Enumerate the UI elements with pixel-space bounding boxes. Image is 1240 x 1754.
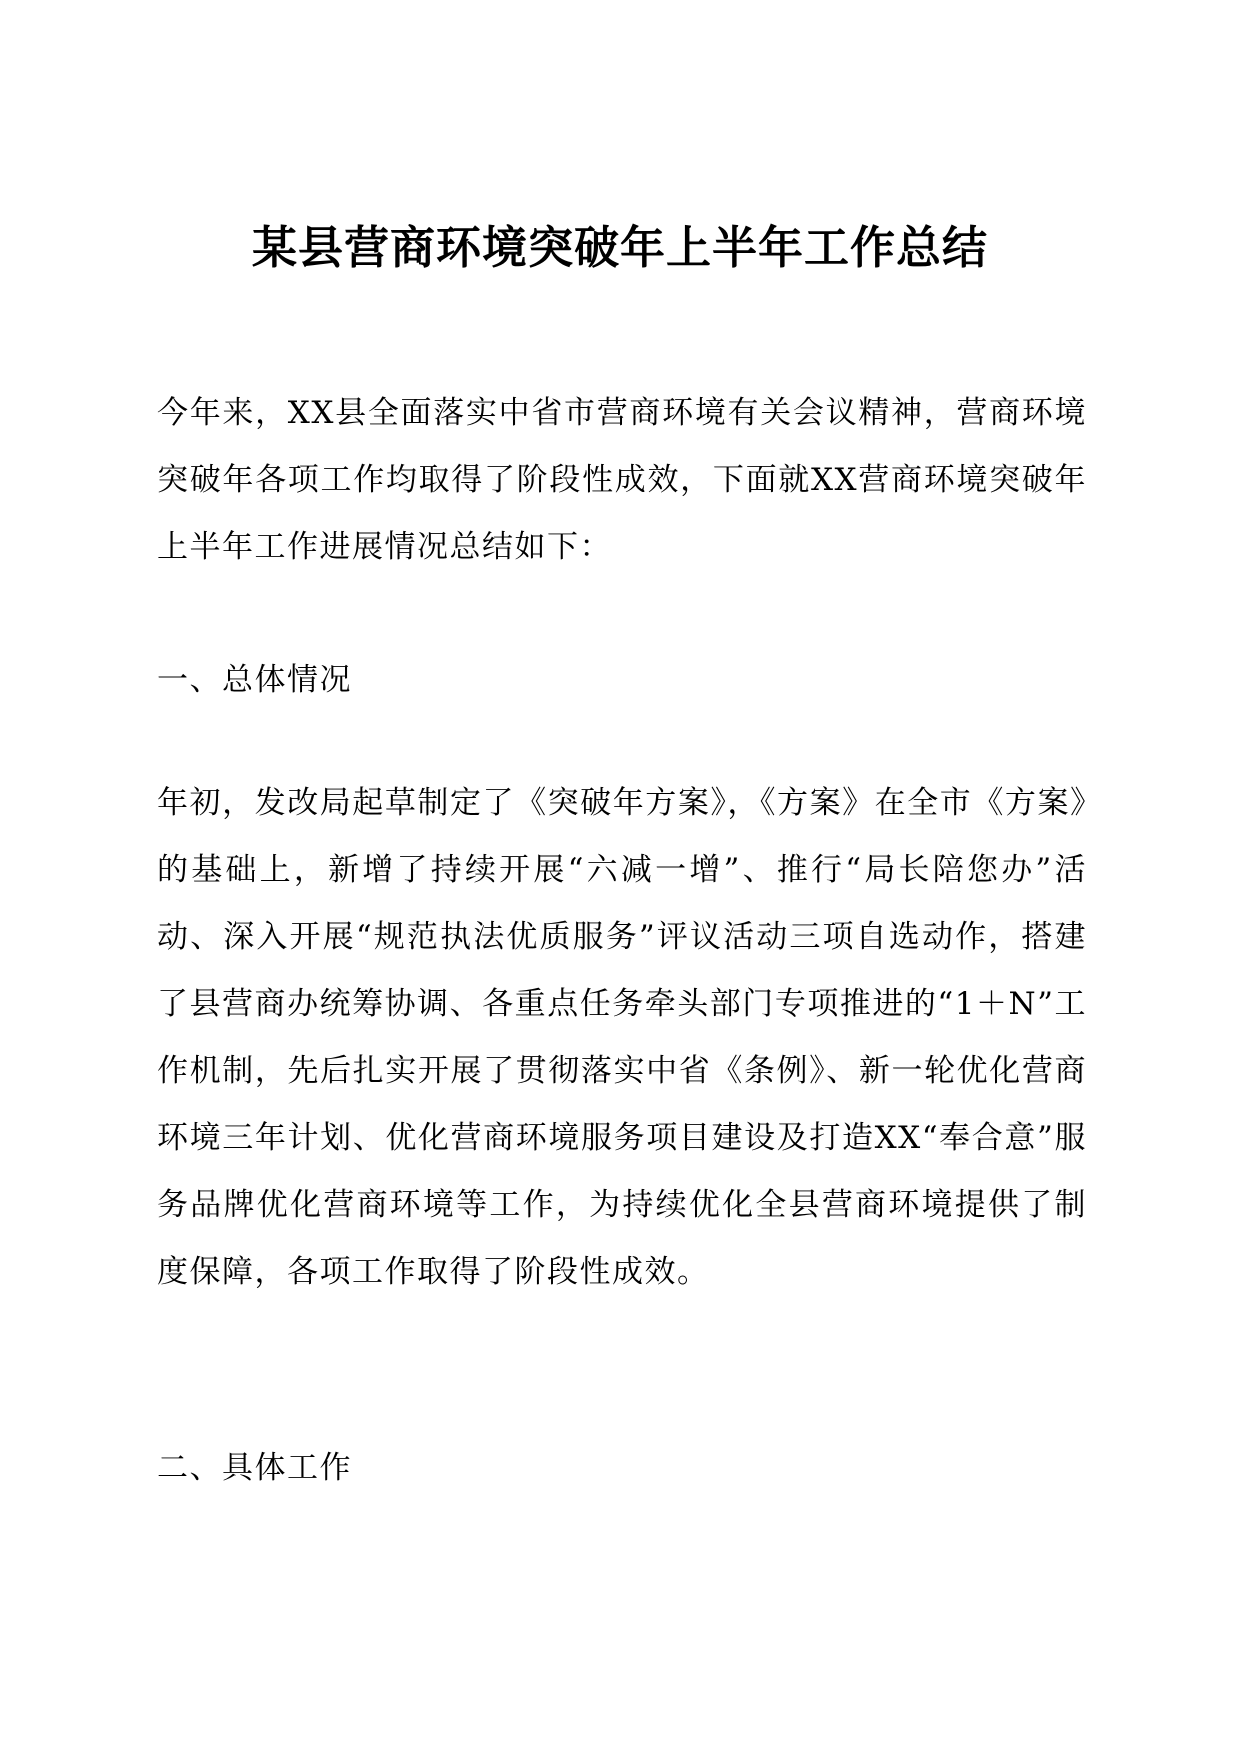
section-heading-overview: 一、总体情况 — [157, 662, 352, 698]
overview-paragraph: 年初，发改局起草制定了《突破年方案》，《方案》在全市《方案》的基础上，新增了持续开展“六减一增”、推行“局长陪您办”活动、深入开展“规范执法优质服务”评议活动三项自选动作，搭建了县营商办统筹协调、各重点任务牵头部门专项推进的“1＋N”工作机制，先后扎实开展了贯彻落实中省《条例》、新一轮优化营商环境三年计划、优化营商环境服务项目建设及打造XX“奉合意”服务品牌优化营商环境等工作，为持续优化全县营商环境提供了制度保障，各项工作取得了阶段性成效。 — [157, 785, 1087, 1290]
document-title: 某县营商环境突破年上半年工作总结 — [251, 221, 988, 274]
section-heading-specific-work: 二、具体工作 — [157, 1450, 352, 1486]
intro-paragraph: 今年来，XX县全面落实中省市营商环境有关会议精神，营商环境突破年各项工作均取得了阶段性成效，下面就XX营商环境突破年上半年工作进展情况总结如下： — [157, 395, 1087, 565]
